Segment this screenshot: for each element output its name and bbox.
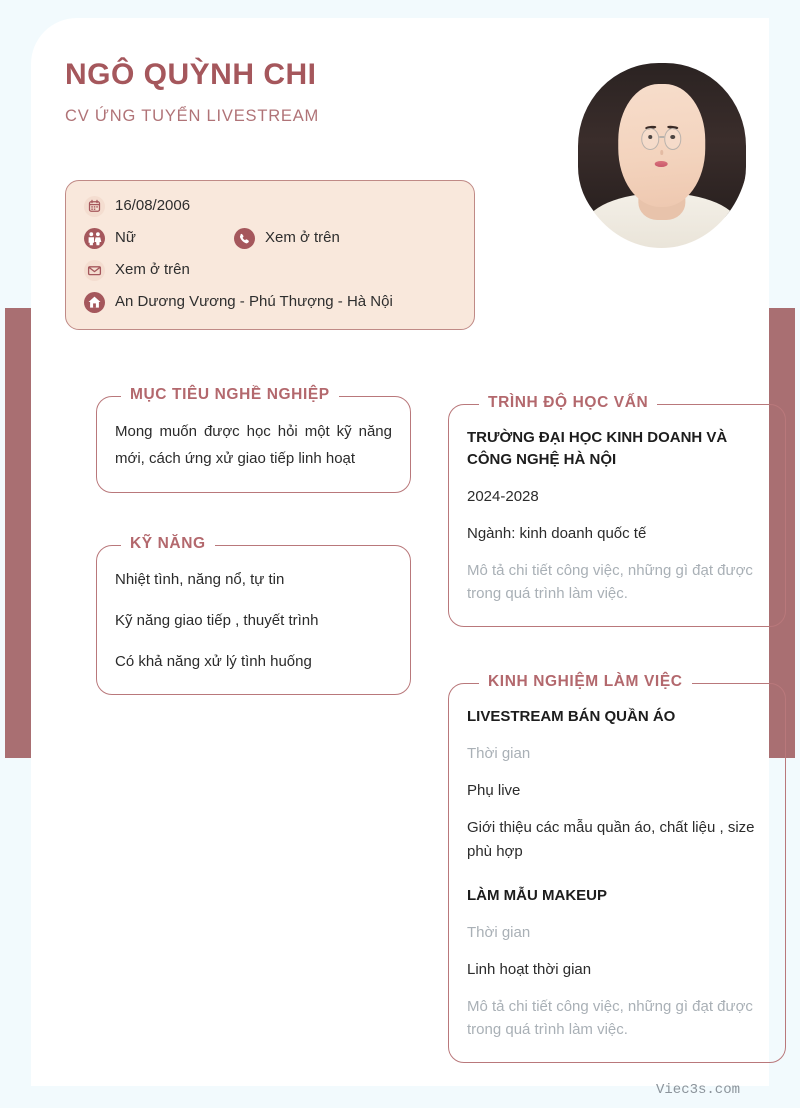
- objective-text: Mong muốn được học hỏi một kỹ năng mới, cách ứng xử giao tiếp linh hoạt: [115, 423, 392, 467]
- section-title-education: TRÌNH ĐỘ HỌC VẤN: [479, 394, 657, 412]
- cv-header: [65, 58, 565, 126]
- experience-time-placeholder: Thời gian: [467, 744, 531, 762]
- experience-role: LIVESTREAM BÁN QUẦN ÁO: [467, 708, 676, 725]
- education-school: TRƯỜNG ĐẠI HỌC KINH DOANH VÀ CÔNG NGHỆ HÀ NỘI: [467, 429, 728, 468]
- skill-item: Nhiệt tình, năng nổ, tự tin: [115, 571, 285, 588]
- gender-value: Nữ: [115, 229, 136, 246]
- contact-row-email: [84, 259, 456, 281]
- experience-entry: [467, 706, 767, 863]
- photo-glasses-bridge: [659, 136, 664, 138]
- home-icon: [84, 292, 105, 313]
- photo-lips: [655, 161, 668, 167]
- candidate-name: NGÔ QUỲNH CHI: [65, 58, 317, 91]
- contact-row-birthdate: [84, 195, 456, 217]
- experience-placeholder: Mô tả chi tiết công việc, những gì đạt được trong quá trình làm việc.: [467, 998, 753, 1039]
- section-skills: [96, 535, 411, 695]
- education-placeholder: Mô tả chi tiết công việc, những gì đạt được trong quá trình làm việc.: [467, 562, 753, 603]
- phone-icon: [234, 228, 255, 249]
- contact-row-gender-phone: [84, 227, 456, 249]
- contact-row-address: [84, 291, 456, 313]
- calendar-icon: [84, 196, 105, 217]
- phone-value: Xem ở trên: [265, 229, 340, 246]
- experience-time-placeholder: Thời gian: [467, 923, 531, 941]
- section-career-objective: [96, 386, 411, 493]
- section-title-skills: KỸ NĂNG: [121, 535, 215, 553]
- skill-item: Kỹ năng giao tiếp , thuyết trình: [115, 612, 319, 629]
- address-value: An Dương Vương - Phú Thượng - Hà Nội: [115, 293, 393, 310]
- experience-detail: Linh hoạt thời gian: [467, 960, 592, 978]
- education-years: 2024-2028: [467, 487, 539, 505]
- education-major: Ngành: kinh doanh quốc tế: [467, 524, 647, 542]
- experience-detail: Giới thiệu các mẫu quần áo, chất liệu , size phù hợp: [467, 819, 755, 860]
- skill-item: Có khả năng xử lý tình huống: [115, 653, 312, 670]
- email-value: Xem ở trên: [115, 261, 190, 278]
- section-title-objective: MỤC TIÊU NGHỀ NGHIỆP: [121, 386, 339, 404]
- portrait-photo: [574, 51, 749, 248]
- gender-icon: [84, 228, 105, 249]
- photo-glasses-left: [641, 128, 659, 149]
- contact-info-box: [65, 180, 475, 330]
- cv-subtitle: CV ỨNG TUYỂN LIVESTREAM: [65, 107, 320, 125]
- birthdate-value: 16/08/2006: [115, 197, 191, 214]
- section-education: [448, 394, 786, 627]
- photo-nose: [661, 150, 664, 155]
- experience-detail: Phụ live: [467, 782, 521, 799]
- experience-role: LÀM MẪU MAKEUP: [467, 886, 607, 904]
- section-work-experience: [448, 673, 786, 1063]
- cv-card: [31, 18, 769, 1086]
- photo-glasses-right: [664, 128, 682, 149]
- avatar: [574, 51, 749, 248]
- section-title-experience: KINH NGHIỆM LÀM VIỆC: [479, 673, 692, 691]
- email-icon: [84, 260, 105, 281]
- left-accent-bar: [5, 308, 31, 758]
- experience-entry: [467, 885, 767, 1042]
- photo-face: [618, 84, 706, 206]
- watermark: Viec3s.com: [656, 1082, 741, 1098]
